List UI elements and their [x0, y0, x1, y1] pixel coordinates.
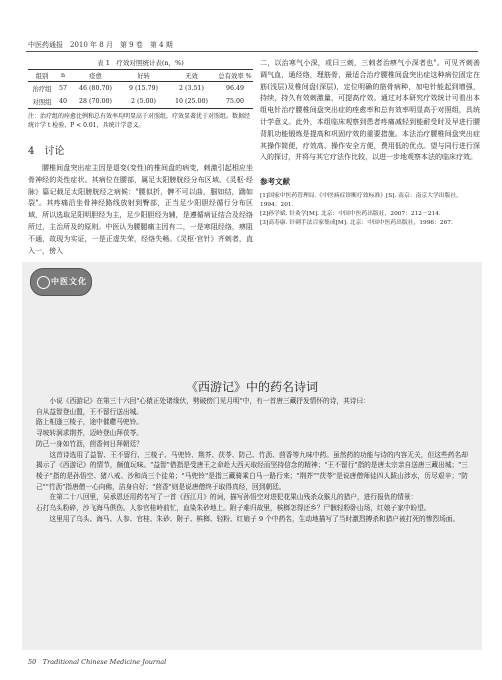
reference-item: [2]孙学斌. 针灸学[M]. 北京：中国中医药出版社，2007：212－214.	[260, 211, 441, 218]
table-row	[28, 95, 253, 109]
article-paragraph: 在第二十八回里，吴承恩还用药名写了一首《西江月》的词，描写孙悟空对进犯花果山残杀众猴儿的猎户，进行报仇的情景：	[49, 493, 418, 502]
table-cell: 对照组	[28, 95, 56, 109]
table-row	[28, 82, 253, 96]
table-header-cell: n	[56, 70, 70, 82]
table-cell: 40	[56, 95, 70, 109]
section-heading: 4 讨论	[28, 146, 65, 157]
seal-icon	[37, 276, 50, 289]
table-caption: 表 1 疗效对照统计表(n，%)	[97, 59, 184, 67]
left-column	[28, 58, 253, 257]
table-cell: 28 (70.00)	[70, 95, 121, 109]
header-rule	[26, 51, 478, 52]
poem-line: 自从益智登山盟，王不留行送出城。	[36, 407, 143, 416]
table-header-cell: 组别	[28, 70, 56, 82]
table-cell: 9 (15.79)	[129, 85, 158, 92]
reference-item: [3]高寿康. 针刺手法百家集成[M]. 北京：中国中医药出版社，1996：267.	[260, 220, 453, 227]
table-note: 注：治疗组的痊愈比例和总有效率均明显高于对照组，疗效显著优于对照组。数据经统计学 t 检验，P < 0.01，具统计学意义。	[28, 113, 251, 129]
table-cell: 2 (3.51)	[179, 85, 204, 92]
table-cell: 96.49	[225, 85, 245, 92]
table-header-cell: 痊愈	[70, 70, 121, 82]
running-header: 中医药通报 2010 年 8 月 第 9 卷 第 4 期	[28, 41, 173, 49]
poem-line: 防己一身如竹沥，茴香何日拜朝廷？	[36, 439, 143, 448]
efficacy-table	[28, 69, 253, 109]
discussion-paragraph: 腰椎间盘突出症主因是退变(变性)的椎间盘的病变，刺激引起相应坐骨神经的炎性症状。其病位在腰部，属足太阳膀胱经分布区域。《灵枢·经脉》篇记载足太阳膀胱经之病候："腰似折，髀不可以曲，腘如结，踹如裂"。其疼痛沿坐骨神经路线放射到臀部，正当足少阳胆经循行分布区域，所以选取足阳明胆经为主，足少阳胆经为辅，是遵循病证结合及经络所过，主治所及的原则。中医认为腰腿痛主因有二，一是寒阻经络，痹阻不通，故现为实证，一是正虚失荣，经络失畅。《灵枢·官针》齐刺者，直入一，傍入	[28, 164, 253, 255]
table-cell: 46 (80.70)	[78, 85, 112, 92]
poem-line: 路上相逢三棱子，途中催趱马兜铃。	[36, 418, 143, 427]
culture-banner	[30, 268, 92, 296]
table-header-cell: 无效	[166, 70, 217, 82]
article-paragraph: 这首诗选用了益智、王不留行、三棱子、马兜铃、荆芥、茯苓、防己、竹沥、茴香等九味中药。虽然药的功能与诗的内容无关，但这些药名却揭示了《西游记》的情节，颇值玩味。"益智"借指是受唐王之命赴大西天取经而坚持信念的精神；"王不留行"指的是唐太宗亲自送唐三藏出城；"三棱子"指的是孙悟空、猪八戒、沙和尚三个徒弟；"马兜铃"是指三藏骑乘白马一路行来；"荆芥""茯苓"是说唐僧师徒四人跋山涉水，历尽艰辛；"防己""竹沥"指唐僧一心向佛，洁身自好；"茴香"则是说唐僧终于取得真经，回到朝廷。	[36, 450, 468, 491]
article-paragraph: 小说《西游记》在第三十六回"心猿正处诸缘伏，劈破傍门见月明"中，有一首唐三藏抒发情怀的诗，其诗曰：	[49, 397, 370, 405]
table-header-cell: 总有效率 %	[217, 70, 253, 82]
discussion-paragraph-continued: 二，以治寒气小深，或曰三刺，三刺者治痹气小深者也"。可见齐刺善调气血，通经络，理筋骨，最适合治疗腰椎间盘突出症这种病位固定在筋(浅层)及椎间盘(深层)，定位明确的筋骨病种，加电针能起到增强，持续，持久有效刺激量，可提高疗效。通过对本研究疗效统计可看出本组电针治疗腰椎间盘突出症的痊愈率和总有效率明显高于对照组，具统计学意义。此外，本组临床观察到患者疼痛减轻到能耐受时及早进行腰背肌功能锻炼是提高和巩固疗效的重要措施。本法治疗腰椎间盘突出症其操作简便，疗效高、操作安全方便，费用低的优点。望与同行进行深入的探讨，并将与其它疗法作比较，以进一步地观察本法的临床疗效。	[260, 59, 480, 162]
article-title: 《西游记》中的药名诗词	[185, 380, 318, 394]
article-paragraph: 这里用了乌头、海马、人参、官桂、朱砂、附子、槟榔、轻粉、红娘子 9 个中药名，生动地描写了当时激烈搏杀和猎户被打死的惨烈场面。	[49, 514, 460, 523]
table-cell: 75.00	[217, 95, 253, 109]
banner-label: 中医文化	[51, 276, 87, 286]
right-column	[260, 58, 480, 228]
table-cell: 治疗组	[32, 86, 52, 93]
table-header-cell: 好转	[121, 70, 166, 82]
table-cell: 57	[58, 85, 67, 92]
reference-item: [1]国家中医药管理局.《中医病症诊断疗效标准》[S]. 南京：南京大学出版社，1994：201.	[260, 193, 462, 209]
poem-line: 寻坡转涧求荆芥，迈岭登山拜茯苓。	[36, 429, 143, 438]
references-heading: 参考文献	[260, 177, 290, 187]
page-footer: 50 Traditional Chinese Medicine Journal	[28, 658, 167, 666]
references-list	[260, 192, 480, 228]
table-cell: 10 (25.00)	[166, 95, 217, 109]
table-cell: 2 (5.00)	[121, 95, 166, 109]
poem-verse: 石打乌头粉碎，沙飞海马俱伤。人参官桂岭前忙，血染朱砂地上。附子难归故里，槟榔怎得还乡？尸骸轻粉卧山场，红娘子家中盼望。	[36, 504, 431, 513]
article-body	[36, 396, 468, 524]
